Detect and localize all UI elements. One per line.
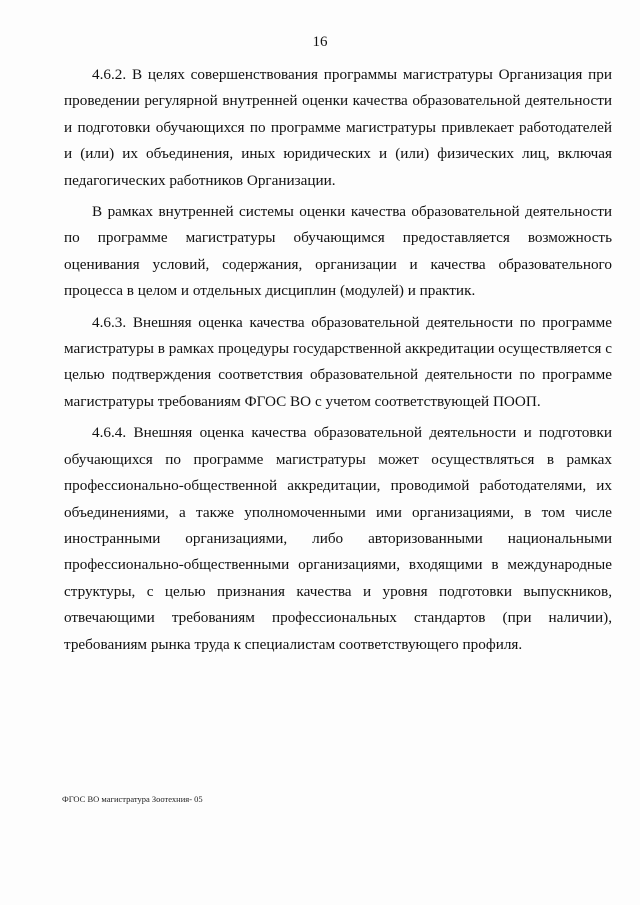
paragraph-internal-assessment: В рамках внутренней системы оценки качества образовательной деятельности по программе магистратуры обучающимся предоставляется возможность оценивания условий, содержания, организации и качества образовательного процесса в целом и отдельных дисциплин (модулей) и практик.	[64, 203, 612, 300]
paragraph-4-6-2: 4.6.2. В целях совершенствования программы магистратуры Организация при проведении регулярной внутренней оценки качества образовательной деятельности и подготовки обучающихся по программе магистратуры привлекает работодателей и (или) их объединения, иных юридических и (или) физических лиц, включая педагогических работников Организации.	[64, 66, 612, 189]
page-number: 16	[312, 34, 328, 50]
document-body	[64, 62, 612, 663]
paragraph-4-6-4: 4.6.4. Внешняя оценка качества образовательной деятельности и подготовки обучающихся по программе магистратуры может осуществляться в рамках профессионально-общественной аккредитации, проводимой работодателями, их объединениями, а также уполномоченными ими организациями, в том числе иностранными организациями, либо авторизованными национальными профессионально-общественными организациями, входящими в международные структуры, с целью признания качества и уровня подготовки выпускников, отвечающими требованиям профессиональных стандартов (при наличии), требованиям рынка труда к специалистам соответствующего профиля.	[64, 424, 612, 653]
paragraph-4-6-3: 4.6.3. Внешняя оценка качества образовательной деятельности по программе магистратуры в рамках процедуры государственной аккредитации осуществляется с целью подтверждения соответствия образовательной деятельности по программе магистратуры требованиям ФГОС ВО с учетом соответствующей ПООП.	[64, 313, 612, 410]
page-footer: ФГОС ВО магистратура Зоотехния- 05	[62, 794, 203, 804]
